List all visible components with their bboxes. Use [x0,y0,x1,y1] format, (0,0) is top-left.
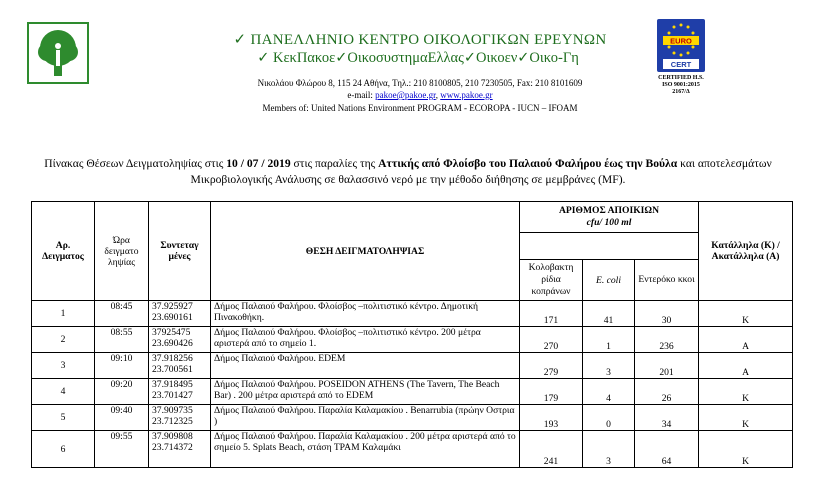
sampling-results-table [31,201,793,468]
suitability-cell: Κ [699,379,793,405]
coordinates-cell [149,379,211,405]
cert-line-2: ISO 9001:2015 [662,82,700,88]
table-caption [14,156,802,188]
email-label: e-mail: [347,90,373,100]
enterococci-cell: 64 [635,431,699,468]
ecoli-cell: 3 [583,431,635,468]
position-cell: Δήμος Παλαιού Φαλήρου. Φλοίσβος –πολιτιστικό κέντρο. Δημοτική Πινακοθήκη. [211,301,520,327]
time-cell: 08:55 [95,327,149,353]
header-sample-number: Αρ. Δειγματος [32,202,95,301]
enterococci-cell: 26 [635,379,699,405]
members-line: Members of: United Nations Environment PROGRAM - ECOROPA - IUCN – IFOAM [262,103,578,113]
organization-name [200,30,640,49]
fecal-coliforms-cell: 171 [520,301,583,327]
position-cell: Δήμος Παλαιού Φαλήρου. EDEM [211,353,520,379]
time-cell: 08:45 [95,301,149,327]
ecoli-cell: 4 [583,379,635,405]
org-line-2: ΚεκΠακοε✓ΟικοσυστημαΕλλας✓Οικοεν✓Οικο-Γη [272,50,579,66]
ecoli-cell: 41 [583,301,635,327]
longitude: 23.690161 [152,312,193,323]
position-cell: Δήμος Παλαιού Φαλήρου. POSEIDON ATHENS (The Tavern, The Beach Bar) . 200 μέτρα αριστερά από το EDEM [211,379,520,405]
header-fecal-coliforms: Κολοβακτη ρίδια κοπράνων [520,260,583,301]
organization-subnames [188,50,648,67]
email-link[interactable]: pakoe@pakoe.gr [375,90,436,100]
caption-text-2: στις παραλίες της [290,157,379,170]
sample-number-cell: 1 [32,301,95,327]
certification-text [650,75,712,96]
caption-region: Αττικής από Φλοίσβο του Παλαιού Φαλήρου έως την Βούλα [378,157,678,170]
time-cell: 09:40 [95,405,149,431]
cert-line-1: CERTIFIED H.S. [658,75,704,81]
time-cell: 09:55 [95,431,149,468]
suitability-cell: Κ [699,431,793,468]
coordinates-cell [149,431,211,468]
longitude: 23.714372 [152,442,193,453]
coordinates-cell [149,405,211,431]
longitude: 23.712325 [152,416,193,427]
caption-text-1: Πίνακας Θέσεων Δειγματοληψίας στις [44,157,227,170]
latitude: 37.925927 [152,301,193,312]
badge-cert-text: CERT [670,60,692,69]
position-cell: Δήμος Παλαιού Φαλήρου. Παραλία Καλαμακίου . Benarrubia (πρώην Οστρια ) [211,405,520,431]
fecal-coliforms-cell: 193 [520,405,583,431]
latitude: 37925475 [152,327,191,338]
position-cell: Δήμος Παλαιού Φαλήρου. Φλοίσβος –πολιτιστικό κέντρο. 200 μέτρα αριστερά από το σημείο 1. [211,327,520,353]
header-blank-row [520,233,699,260]
colonies-title: ΑΡΙΘΜΟΣ ΑΠΟΙΚΙΩΝ [558,205,660,216]
org-line-1: ΠΑΝΕΛΛΗΝΙΟ ΚΕΝΤΡΟ ΟΙΚΟΛΟΓΙΚΩΝ ΕΡΕΥΝΩΝ [250,32,607,48]
colonies-unit: cfu/ 100 ml [586,217,632,228]
header-sampling-position: ΘΕΣΗ ΔΕΙΓΜΑΤΟΛΗΨΙΑΣ [211,202,520,301]
suitability-cell: Κ [699,301,793,327]
header-coordinates: Συντεταγ μένες [149,202,211,301]
eurocert-badge [657,19,705,72]
longitude: 23.700561 [152,364,193,375]
time-cell: 09:20 [95,379,149,405]
sample-number-cell: 3 [32,353,95,379]
website-link[interactable]: www.pakoe.gr [440,90,493,100]
check-icon: ✓ [257,50,270,66]
table-row [32,379,793,405]
table-row [32,301,793,327]
coordinates-cell [149,301,211,327]
enterococci-cell: 34 [635,405,699,431]
eu-stars-icon [657,19,705,72]
position-cell: Δήμος Παλαιού Φαλήρου. Παραλία Καλαμακίου . 200 μέτρα αριστερά από το σημείο 5. Splats Beach, στάση ΤΡΑΜ Καλαμάκι [211,431,520,468]
table-row [32,353,793,379]
fecal-coliforms-cell: 179 [520,379,583,405]
fecal-coliforms-cell: 241 [520,431,583,468]
enterococci-cell: 236 [635,327,699,353]
longitude: 23.690426 [152,338,193,349]
table-row [32,405,793,431]
contact-line: e-mail: pakoe@pakoe.gr, www.pakoe.gr [347,90,493,100]
table-row [32,431,793,468]
latitude: 37.918495 [152,379,193,390]
suitability-cell: Κ [699,405,793,431]
header-suitability: Κατάλληλα (Κ) / Ακατάλληλα (Α) [699,202,793,301]
ecoli-cell: 3 [583,353,635,379]
address: Νικολάου Φλώρου 8, 115 24 Αθήνα, Τηλ.: 210 8100805, 210 7230505, Fax: 210 8101609 [257,78,583,88]
header-sampling-time: Ώρα δειγματο ληψίας [95,202,149,301]
pakoe-logo [27,22,89,84]
ecoli-cell: 0 [583,405,635,431]
caption-text-3: και αποτελεσμάτων Μικροβιολογικής Ανάλυσης σε θαλασσινό νερό με την μέθοδο διήθησης σε μεμβράνες (MF). [190,157,772,186]
header-colonies [520,202,699,233]
sample-number-cell: 6 [32,431,95,468]
enterococci-cell: 201 [635,353,699,379]
cert-line-3: 2167/Δ [672,89,690,95]
tree-logo-icon [29,24,87,82]
suitability-cell: Α [699,327,793,353]
latitude: 37.918256 [152,353,193,364]
suitability-cell: Α [699,353,793,379]
check-icon: ✓ [233,32,247,48]
latitude: 37.909808 [152,431,193,442]
sample-number-cell: 4 [32,379,95,405]
latitude: 37.909735 [152,405,193,416]
badge-euro-text: EURO [670,36,692,46]
ecoli-cell: 1 [583,327,635,353]
table-row [32,327,793,353]
coordinates-cell [149,327,211,353]
sample-number-cell: 2 [32,327,95,353]
enterococci-cell: 30 [635,301,699,327]
sample-number-cell: 5 [32,405,95,431]
header-enterococci: Εντερόκο κκοι [635,260,699,301]
longitude: 23.701427 [152,390,193,401]
time-cell: 09:10 [95,353,149,379]
coordinates-cell [149,353,211,379]
header-ecoli: E. coli [583,260,635,301]
caption-date: 10 / 07 / 2019 [226,157,291,170]
fecal-coliforms-cell: 270 [520,327,583,353]
fecal-coliforms-cell: 279 [520,353,583,379]
